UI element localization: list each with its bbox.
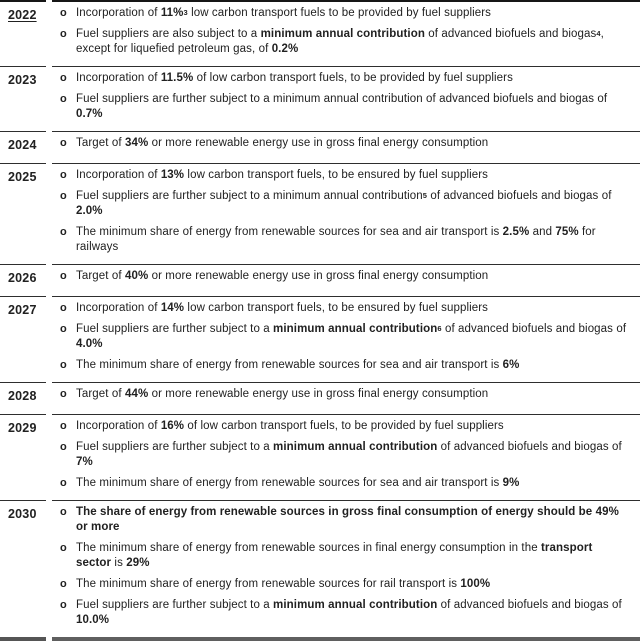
list-item (60, 505, 628, 535)
table-row-2029 (0, 414, 640, 500)
list-item (60, 92, 628, 122)
bullet-marker: o (60, 270, 67, 282)
table-row-2023 (0, 66, 640, 131)
table-bottom-border (0, 637, 640, 641)
list-item (60, 322, 628, 352)
bullet-text: Fuel suppliers are further subject to a minimum annual contribution of advanced biofuels and biogas of 10.0% (76, 599, 622, 626)
bullet-text: Fuel suppliers are further subject to a minimum annual contribution of advanced biofuels and biogas of 0.7% (76, 93, 608, 120)
table-row-2024 (0, 131, 640, 163)
year-label: 2025 (8, 170, 37, 184)
bottom-border-content-segment (52, 637, 640, 641)
table-row-2030 (0, 500, 640, 637)
row-bullets (52, 131, 640, 163)
bullet-marker: o (60, 477, 67, 489)
bullet-text: The minimum share of energy from renewable sources for sea and air transport is 2.5% and 75% for railways (76, 226, 596, 253)
bullet-text: Incorporation of 13% low carbon transport fuels, to be ensured by fuel suppliers (76, 169, 489, 181)
year-label: 2022 (8, 8, 37, 22)
year-cell (0, 131, 46, 163)
bullet-marker: o (60, 169, 67, 181)
year-label: 2024 (8, 138, 37, 152)
bullet-marker: o (60, 7, 67, 19)
bullet-marker: o (60, 226, 67, 238)
bullet-text: Fuel suppliers are further subject to a minimum annual contribution of advanced biofuels and biogas of 7% (76, 441, 622, 468)
table-row-2026 (0, 264, 640, 296)
bullet-text: The minimum share of energy from renewable sources in final energy consumption in the transport sector is 29% (76, 542, 593, 569)
bullet-marker: o (60, 506, 67, 518)
list-item (60, 476, 628, 491)
row-bullets (52, 414, 640, 500)
bullet-text: Target of 40% or more renewable energy use in gross final energy consumption (76, 270, 489, 282)
list-item (60, 269, 628, 284)
list-item (60, 6, 628, 21)
table-row-2025 (0, 163, 640, 264)
year-label: 2028 (8, 389, 37, 403)
bullet-text: Fuel suppliers are also subject to a minimum annual contribution of advanced biofuels and biogas$^4$, except for liquefied petroleum gas, of 0.2% (76, 28, 604, 55)
list-item (60, 27, 628, 57)
year-label: 2027 (8, 303, 37, 317)
bullet-marker: o (60, 28, 67, 40)
list-item (60, 168, 628, 183)
year-label: 2029 (8, 421, 37, 435)
row-bullets (52, 0, 640, 66)
list-item (60, 358, 628, 373)
row-bullets (52, 264, 640, 296)
bullet-text: The minimum share of energy from renewable sources for sea and air transport is 6% (76, 359, 520, 371)
bullet-marker: o (60, 542, 67, 554)
year-cell (0, 0, 46, 66)
list-item (60, 419, 628, 434)
table-row-2028 (0, 382, 640, 414)
bullet-marker: o (60, 72, 67, 84)
bullet-marker: o (60, 359, 67, 371)
year-cell (0, 296, 46, 382)
list-item (60, 225, 628, 255)
year-cell (0, 264, 46, 296)
year-cell (0, 66, 46, 131)
row-bullets (52, 66, 640, 131)
year-label: 2026 (8, 271, 37, 285)
row-bullets (52, 163, 640, 264)
list-item (60, 71, 628, 86)
bullet-text: Target of 44% or more renewable energy use in gross final energy consumption (76, 388, 489, 400)
bullet-marker: o (60, 578, 67, 590)
list-item (60, 541, 628, 571)
bullet-text: Incorporation of 14% low carbon transport fuels, to be ensured by fuel suppliers (76, 302, 489, 314)
year-cell (0, 382, 46, 414)
bullet-marker: o (60, 93, 67, 105)
year-cell (0, 500, 46, 637)
bullet-marker: o (60, 599, 67, 611)
table-row-2027 (0, 296, 640, 382)
list-item (60, 189, 628, 219)
bullet-text: Incorporation of 11.5% of low carbon transport fuels, to be provided by fuel suppliers (76, 72, 513, 84)
bullet-marker: o (60, 190, 67, 202)
list-item (60, 136, 628, 151)
list-item (60, 577, 628, 592)
bullet-marker: o (60, 388, 67, 400)
bullet-marker: o (60, 323, 67, 335)
year-label: 2023 (8, 73, 37, 87)
year-cell (0, 163, 46, 264)
bullet-marker: o (60, 137, 67, 149)
bullet-text: Fuel suppliers are further subject to a minimum annual contribution$^6$ of advanced biofuels and biogas of 4.0% (76, 323, 627, 350)
list-item (60, 301, 628, 316)
table-row-2022 (0, 0, 640, 66)
row-bullets (52, 296, 640, 382)
bullet-marker: o (60, 441, 67, 453)
bottom-border-year-segment (0, 637, 46, 641)
bullet-marker: o (60, 302, 67, 314)
row-bullets (52, 382, 640, 414)
year-label: 2030 (8, 507, 37, 521)
bullet-text: The minimum share of energy from renewable sources for rail transport is 100% (76, 578, 491, 590)
row-bullets (52, 500, 640, 637)
list-item (60, 440, 628, 470)
bullet-text: Incorporation of 16% of low carbon transport fuels, to be provided by fuel suppliers (76, 420, 504, 432)
bullet-text: Fuel suppliers are further subject to a minimum annual contribution$^5$ of advanced biofuels and biogas of 2.0% (76, 190, 612, 217)
bullet-text: The minimum share of energy from renewable sources for sea and air transport is 9% (76, 477, 520, 489)
bullet-text: Incorporation of 11%$^3$ low carbon transport fuels to be provided by fuel suppliers (76, 7, 492, 19)
list-item (60, 387, 628, 402)
bullet-text: Target of 34% or more renewable energy use in gross final energy consumption (76, 137, 489, 149)
bullet-text: The share of energy from renewable sources in gross final consumption of energy should be 49% or more (76, 506, 619, 533)
year-cell (0, 414, 46, 500)
bullet-marker: o (60, 420, 67, 432)
list-item (60, 598, 628, 628)
